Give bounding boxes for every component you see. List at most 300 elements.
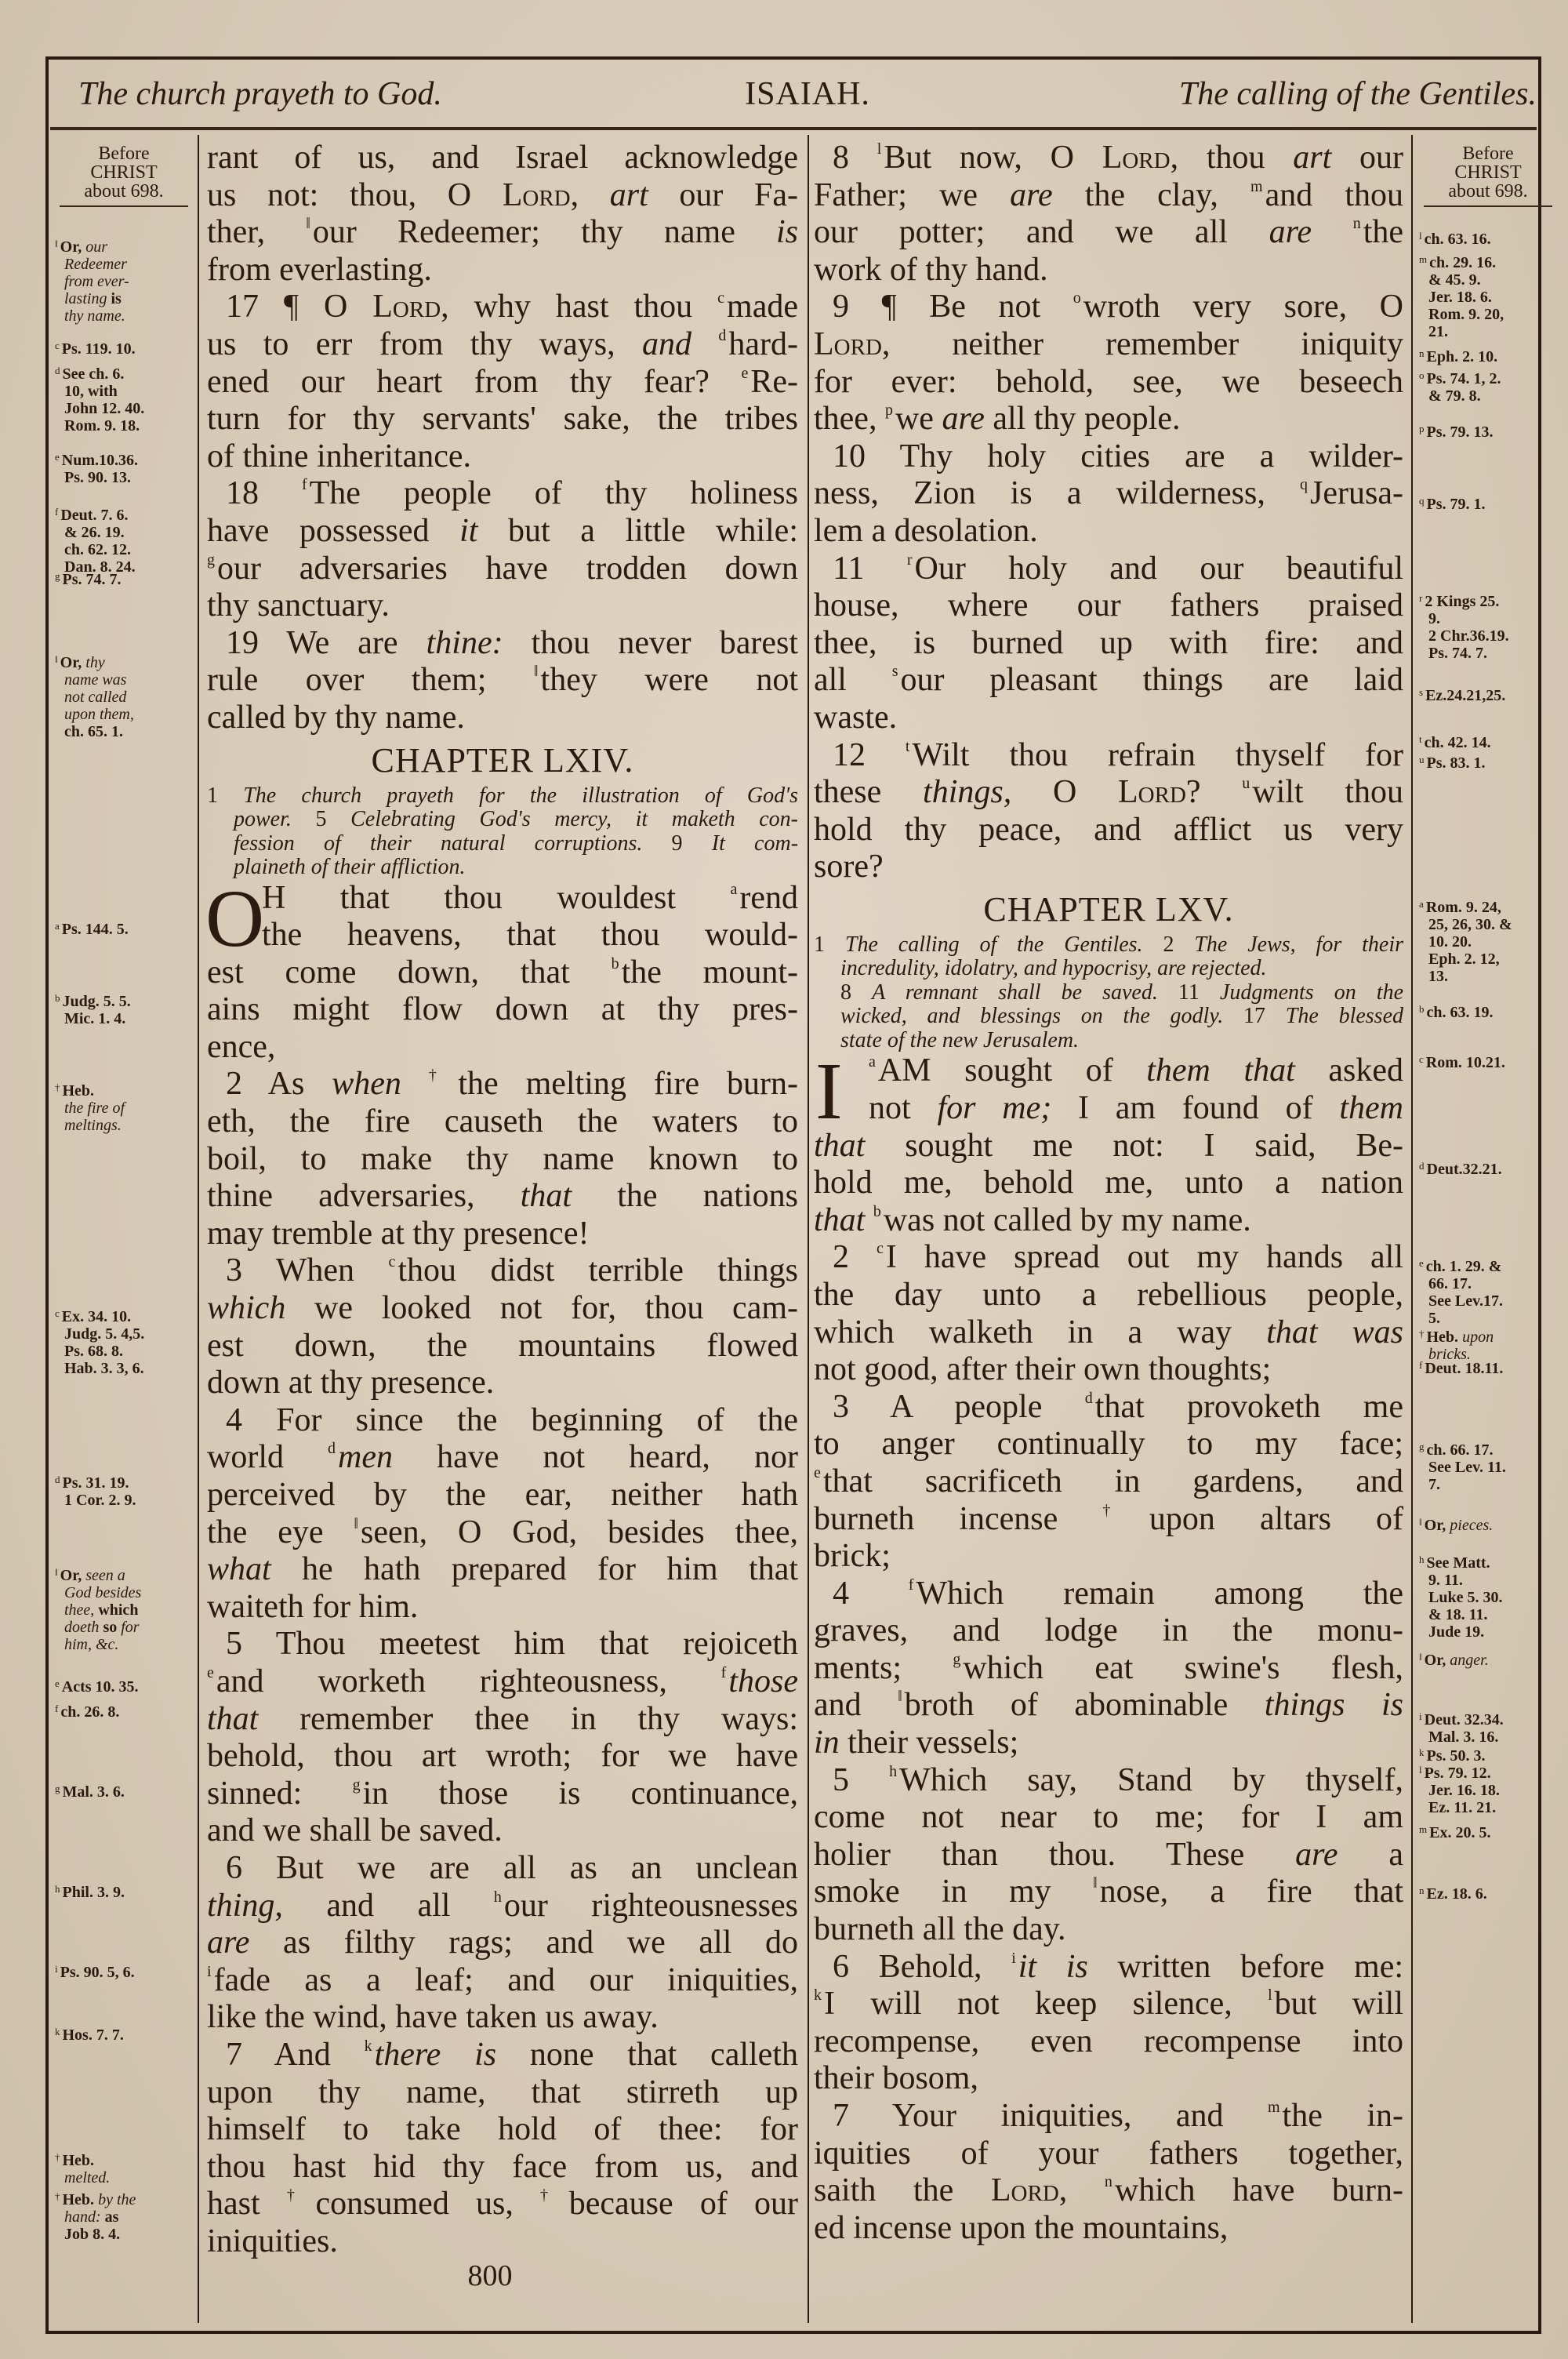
margin-note-marker: d xyxy=(1419,1160,1425,1172)
margin-note xyxy=(55,1881,190,1901)
text-run: 3 A people xyxy=(833,1388,1085,1425)
text-run: 18 xyxy=(226,475,302,512)
text-run: 17 ¶ O xyxy=(226,289,373,325)
text-run: Ez. 11. 21. xyxy=(1428,1799,1497,1816)
verse-line xyxy=(207,2149,798,2186)
text-run: 1 xyxy=(814,932,845,957)
verse-line xyxy=(207,1029,798,1067)
verse-line xyxy=(814,2098,1403,2135)
margin-note-marker: ‖ xyxy=(1419,1516,1422,1528)
text-run: our xyxy=(85,238,108,256)
text-run: for xyxy=(121,1619,140,1636)
verse-line xyxy=(814,1762,1403,1800)
summary-line xyxy=(814,933,1403,958)
text-run: behold, thou art wroth; for we have xyxy=(207,1738,798,1775)
text-run: them that xyxy=(1146,1052,1295,1089)
margin-note-line xyxy=(55,337,190,358)
text-run: The Jews, for their xyxy=(1194,932,1404,957)
verse-line xyxy=(814,1239,1403,1277)
text-run: that xyxy=(814,1127,866,1164)
margin-note-marker: ‖ xyxy=(55,653,58,665)
verse-line xyxy=(814,140,1403,177)
footnote-marker: ‖ xyxy=(306,215,310,233)
verse-line xyxy=(207,1477,798,1514)
text-run: ch. 1. 29. & xyxy=(1425,1258,1502,1275)
verse-line xyxy=(207,2037,798,2074)
margin-heading-line: CHRIST xyxy=(90,162,158,183)
margin-note xyxy=(1419,1821,1554,1841)
margin-note-line xyxy=(55,1780,190,1801)
text-run: Heb. xyxy=(1426,1329,1463,1346)
text-run: the fire of xyxy=(64,1100,125,1117)
verse-line xyxy=(207,1402,798,1440)
text-run: Dan. 8. 24. xyxy=(64,558,136,576)
text-run: as filthy rags; and we all do xyxy=(249,1925,798,1961)
text-run: AM sought of xyxy=(877,1052,1147,1089)
text-run: because of our xyxy=(568,2186,798,2223)
text-run: to anger continually to my face; xyxy=(814,1426,1403,1463)
text-run: and xyxy=(814,1687,898,1724)
margin-note xyxy=(55,1079,190,1134)
verse-line xyxy=(814,1911,1403,1949)
text-run: and all xyxy=(282,1887,494,1924)
text-run: Or, xyxy=(60,654,86,671)
margin-note-marker: o xyxy=(1419,369,1425,381)
text-run: boil, to make thy name known to xyxy=(207,1140,798,1177)
text-run: the melting fire burn- xyxy=(458,1066,799,1103)
summary-line xyxy=(814,981,1403,1005)
margin-note xyxy=(55,449,190,486)
verse-line xyxy=(814,475,1403,513)
margin-note-marker: d xyxy=(55,365,60,376)
footnote-marker: o xyxy=(1073,289,1081,307)
verse-line xyxy=(207,214,798,252)
text-run: he hath prepared for him that xyxy=(270,1551,798,1588)
text-run: and xyxy=(642,325,691,362)
text-run: ? xyxy=(1185,774,1243,811)
text-run: Deut.32.21. xyxy=(1426,1161,1502,1178)
footnote-marker: a xyxy=(730,880,738,898)
text-run: est come down, that xyxy=(207,954,612,990)
text-run: for me; xyxy=(937,1089,1052,1126)
margin-note-line xyxy=(55,469,190,486)
verse-line xyxy=(207,587,798,625)
margin-note-marker: c xyxy=(55,1307,60,1319)
margin-note-marker: n xyxy=(1419,347,1425,359)
text-run: which have burn- xyxy=(1114,2172,1404,2209)
verse-line xyxy=(207,1962,798,2000)
footnote-marker: e xyxy=(741,364,749,382)
verse-line xyxy=(814,1090,1403,1128)
text-run: Hab. 3. 3, 6. xyxy=(64,1360,144,1377)
text-run: 5 Thou meetest him that rejoiceth xyxy=(226,1626,798,1663)
text-run: O xyxy=(1011,774,1118,811)
margin-note-line xyxy=(1419,1310,1554,1327)
footnote-marker: † xyxy=(1102,1501,1147,1519)
verse-line xyxy=(814,177,1403,215)
margin-note-line xyxy=(1419,1821,1554,1841)
margin-note-line xyxy=(1419,590,1554,610)
verse-line xyxy=(207,513,798,551)
margin-note-line xyxy=(1419,1275,1554,1292)
text-run: when xyxy=(332,1066,401,1103)
text-run: est down, the mountains flowed xyxy=(207,1327,798,1364)
text-run: John 12. 40. xyxy=(64,400,145,417)
text-run: our xyxy=(1331,140,1403,176)
text-run: 17 xyxy=(1243,1004,1286,1029)
text-run: 4 For since the beginning of the xyxy=(226,1401,798,1438)
right-margin-references xyxy=(1419,144,1557,2324)
text-run: we looked not for, thou cam- xyxy=(285,1290,798,1327)
margin-note-line xyxy=(1419,227,1554,248)
verse-line xyxy=(814,1501,1403,1539)
verse-line xyxy=(207,1925,798,1962)
margin-note-line xyxy=(55,2208,190,2226)
footnote-marker: p xyxy=(884,402,893,420)
margin-note xyxy=(55,990,190,1027)
text-run: and we shall be saved. xyxy=(207,1812,503,1849)
margin-note-marker: † xyxy=(55,2190,60,2202)
text-run: upon altars of xyxy=(1149,1500,1403,1537)
text-run: , xyxy=(1058,2172,1105,2209)
verse-line xyxy=(207,2186,798,2223)
margin-note-line xyxy=(55,290,190,307)
text-run: & 79. 8. xyxy=(1428,387,1481,405)
text-run: all thy people. xyxy=(984,401,1181,438)
text-run: wicked, and blessings on the godly. xyxy=(840,1004,1243,1029)
text-run: 6 Behold, xyxy=(833,1948,1012,1985)
text-run: things is xyxy=(1264,1687,1403,1724)
margin-note-line xyxy=(1419,420,1554,441)
verse-line xyxy=(814,1612,1403,1650)
footnote-marker: h xyxy=(493,1888,502,1906)
margin-note xyxy=(1419,684,1554,704)
margin-note-line xyxy=(1419,1572,1554,1589)
margin-note-line xyxy=(1419,1623,1554,1641)
footnote-marker: u xyxy=(1242,775,1250,793)
margin-note xyxy=(55,2149,190,2186)
text-run: Deut. 32.34. xyxy=(1424,1711,1504,1728)
margin-heading-line: Before xyxy=(1462,144,1514,164)
text-run: their vessels; xyxy=(839,1725,1019,1761)
margin-note-line xyxy=(55,706,190,723)
margin-note-marker: s xyxy=(1419,686,1424,698)
text-run: Lord xyxy=(814,325,882,362)
text-run: The people of thy holiness xyxy=(309,475,798,512)
text-run: not called xyxy=(64,689,127,706)
text-run: 9 ¶ Be not xyxy=(833,289,1073,325)
verse-line xyxy=(814,1837,1403,1874)
text-run: burneth all the day. xyxy=(814,1911,1066,1948)
text-run: from ever- xyxy=(64,273,129,290)
footnote-marker: i xyxy=(207,1962,212,1980)
text-run: 3 When xyxy=(226,1252,389,1289)
text-run: 6 But we are all as an unclean xyxy=(226,1849,798,1886)
text-run: Ps. 144. 5. xyxy=(61,921,129,938)
margin-note xyxy=(55,1780,190,1801)
text-run: 66. 17. xyxy=(1428,1275,1472,1292)
text-run: seen a xyxy=(85,1567,125,1584)
margin-note-marker: † xyxy=(1419,1328,1425,1339)
chapter-lxv-summary xyxy=(814,933,1403,1053)
column-rule-center xyxy=(808,135,809,2323)
margin-note-line xyxy=(1419,367,1554,387)
text-run: Ps. 90. 5, 6. xyxy=(60,1964,135,1981)
text-run: ened our heart from thy fear? xyxy=(207,363,742,400)
footnote-marker: s xyxy=(891,663,898,681)
text-run: us not: thou, O xyxy=(207,176,503,213)
margin-note xyxy=(55,568,190,588)
margin-note-line xyxy=(1419,1051,1554,1071)
text-run: thine adversaries, xyxy=(207,1178,521,1215)
text-run: recompense, even recompense into xyxy=(814,2023,1403,2059)
margin-note-line xyxy=(1419,1459,1554,1476)
text-run: art xyxy=(609,176,648,213)
text-run xyxy=(401,1066,429,1102)
margin-note xyxy=(1419,1514,1554,1534)
verse-line xyxy=(814,625,1403,663)
text-run: 13. xyxy=(1428,968,1448,985)
verse-line xyxy=(814,1687,1403,1725)
text-run: Ps. 50. 3. xyxy=(1426,1747,1486,1765)
footnote-marker: l xyxy=(1268,1986,1272,2005)
text-run xyxy=(691,326,718,362)
text-run: these xyxy=(814,774,924,811)
text-run: Which remain among the xyxy=(916,1575,1404,1612)
footnote-marker: l xyxy=(877,140,882,158)
margin-note-line xyxy=(1419,306,1554,323)
margin-note-line xyxy=(1419,645,1554,662)
verse-line xyxy=(814,513,1403,551)
verse-line xyxy=(814,849,1403,886)
verse-line xyxy=(207,1066,798,1103)
text-run: Acts 10. 35. xyxy=(61,1678,139,1696)
margin-note xyxy=(55,651,190,740)
text-run: 10, with xyxy=(64,383,118,400)
margin-note xyxy=(1419,1882,1554,1903)
text-run: But now, O xyxy=(884,140,1102,176)
text-run: the clay, xyxy=(1052,176,1250,213)
verse-line xyxy=(207,2074,798,2112)
margin-note-marker: a xyxy=(55,920,60,932)
verse-line xyxy=(207,252,798,289)
verse-line xyxy=(814,2210,1403,2248)
margin-note-line xyxy=(55,1564,190,1584)
text-run: lem a desolation. xyxy=(814,512,1038,549)
text-run: ch. 62. 12. xyxy=(64,541,131,558)
verse-line xyxy=(207,140,798,177)
margin-date-heading xyxy=(55,144,193,201)
margin-note-line xyxy=(1419,1551,1554,1572)
verse-line xyxy=(207,1514,798,1552)
summary-line xyxy=(207,784,798,809)
margin-note-line xyxy=(55,689,190,706)
verse-line xyxy=(207,1216,798,1253)
text-run: Eph. 2. 12, xyxy=(1428,951,1500,968)
margin-note xyxy=(55,1700,190,1721)
text-run: that xyxy=(207,1700,259,1737)
text-run: thy name. xyxy=(64,307,125,325)
text-run: which walketh in a way xyxy=(814,1314,1267,1350)
margin-note xyxy=(1419,731,1554,751)
verse-line xyxy=(814,1314,1403,1352)
margin-note-marker: k xyxy=(55,2026,60,2037)
text-run: 10. 20. xyxy=(1428,933,1472,951)
text-run: our pleasant things are laid xyxy=(900,662,1403,699)
text-run: God besides xyxy=(64,1584,142,1601)
text-run: Ps. 68. 8. xyxy=(64,1343,123,1360)
text-run: A remnant shall be saved. xyxy=(872,980,1178,1005)
margin-heading-line: CHRIST xyxy=(1454,162,1522,183)
text-run: what xyxy=(207,1551,271,1588)
verse-line xyxy=(207,1589,798,1627)
text-run: have not heard, nor xyxy=(393,1439,798,1476)
text-run: the in- xyxy=(1282,2098,1404,2134)
text-run: that provoketh me xyxy=(1094,1388,1403,1425)
text-run: rend xyxy=(739,879,798,916)
footnote-marker: h xyxy=(889,1762,898,1780)
margin-note-line xyxy=(1419,1292,1554,1310)
margin-note-marker: † xyxy=(55,1081,60,1093)
verse-line xyxy=(814,401,1403,438)
chapter-lxiv-summary xyxy=(207,784,798,880)
text-run: thou didst terrible things xyxy=(397,1252,798,1289)
footnote-marker: d xyxy=(718,326,727,344)
text-run: the day unto a rebellious people, xyxy=(814,1276,1403,1313)
text-run: that xyxy=(520,1178,572,1215)
text-run: Mal. 3. 6. xyxy=(62,1783,125,1801)
margin-note-marker: f xyxy=(1419,1359,1423,1371)
text-run: come not near to me; for I am xyxy=(814,1799,1403,1836)
text-run: Judg. 5. 4,5. xyxy=(64,1325,145,1343)
margin-note-marker: h xyxy=(1419,1554,1425,1565)
text-run: not xyxy=(869,1089,938,1126)
text-run: ch. 65. 1. xyxy=(64,723,123,740)
text-run: have possessed xyxy=(207,512,460,549)
footnote-marker: ‖ xyxy=(533,663,539,681)
verse-line xyxy=(207,438,798,476)
verse-line xyxy=(814,2172,1403,2210)
margin-note-marker: k xyxy=(1419,1747,1425,1758)
text-run: iniquities. xyxy=(207,2223,338,2259)
text-run: our potter; and we all xyxy=(814,214,1269,251)
margin-note-marker: g xyxy=(1419,1441,1425,1452)
margin-note-line xyxy=(1419,1761,1554,1782)
margin-note-marker: i xyxy=(1419,1710,1422,1722)
text-run: 10 Thy holy cities are a wilder- xyxy=(833,438,1403,474)
text-run: us to err from thy ways, xyxy=(207,325,642,362)
text-run: work of thy hand. xyxy=(814,251,1048,288)
margin-note-line xyxy=(55,671,190,689)
footnote-marker: b xyxy=(611,954,619,972)
text-run: all xyxy=(814,662,892,699)
verse-line xyxy=(207,1626,798,1663)
text-run: the nations xyxy=(572,1178,798,1215)
margin-note-marker: a xyxy=(1419,898,1424,910)
summary-line xyxy=(814,957,1403,981)
text-run: ains might flow down at thy pres- xyxy=(207,991,798,1028)
text-run: by the xyxy=(98,2191,136,2208)
text-run: broth of abominable xyxy=(904,1687,1265,1724)
verse-line xyxy=(207,177,798,215)
header-right-topic: The calling of the Gentiles. xyxy=(1178,76,1537,112)
margin-note xyxy=(55,1675,190,1696)
text-run: as xyxy=(100,2208,119,2226)
verse-line xyxy=(814,812,1403,849)
text-run: fession of their natural corruptions. xyxy=(234,831,672,856)
text-run: none that calleth xyxy=(496,2036,798,2073)
margin-note-marker: b xyxy=(1419,1003,1425,1015)
text-run: Ps. 119. 10. xyxy=(61,340,136,358)
text-run: Mic. 1. 4. xyxy=(64,1010,126,1027)
text-run: 8 xyxy=(833,140,877,176)
text-run: wroth very sore, O xyxy=(1083,289,1404,325)
margin-note xyxy=(1419,493,1554,513)
text-run: & 26. 19. xyxy=(64,524,125,541)
text-run: sinned: xyxy=(207,1775,353,1812)
text-run: so xyxy=(99,1619,122,1636)
verse-line xyxy=(207,1178,798,1216)
verse-line xyxy=(207,1551,798,1589)
verse-line xyxy=(207,475,798,513)
margin-note-line xyxy=(55,2226,190,2243)
text-run: house, where our fathers praised xyxy=(814,587,1403,624)
footnote-marker: c xyxy=(717,289,725,307)
verse-line xyxy=(814,551,1403,588)
text-run: Ps. 79. 13. xyxy=(1426,423,1494,441)
text-run: pieces. xyxy=(1450,1517,1494,1534)
text-run: them xyxy=(1339,1089,1403,1126)
verse-line xyxy=(814,1986,1403,2023)
text-run: See ch. 6. xyxy=(62,365,125,383)
margin-note xyxy=(55,503,190,576)
text-run: & 45. 9. xyxy=(1428,271,1481,289)
text-run: , thou xyxy=(1170,140,1294,176)
text-run: Lord xyxy=(990,2172,1059,2209)
margin-note-line xyxy=(55,2023,190,2044)
text-run: Ps. 79. 12. xyxy=(1424,1765,1491,1782)
text-run: Or, xyxy=(60,1567,86,1584)
chapter-lxiv-text xyxy=(205,873,799,2261)
text-run: It com- xyxy=(711,831,799,856)
chapter-64-continuation xyxy=(814,140,1403,886)
text-run: , xyxy=(570,176,610,213)
text-run: thou hast hid thy face from us, and xyxy=(207,2148,798,2185)
margin-note-marker: i xyxy=(55,1963,58,1975)
footnote-marker: f xyxy=(908,1576,914,1594)
text-run: not good, after their own thoughts; xyxy=(814,1351,1272,1388)
text-run: Lord xyxy=(372,289,441,325)
verse-line xyxy=(207,401,798,438)
text-run: upon them, xyxy=(64,706,134,723)
margin-note xyxy=(1419,420,1554,441)
margin-note xyxy=(1419,1255,1554,1327)
text-run: hold me, behold me, unto a nation xyxy=(814,1165,1403,1201)
text-run: hand: xyxy=(64,2208,101,2226)
text-run: 2 As xyxy=(226,1066,332,1103)
verse-line xyxy=(207,1252,798,1290)
text-run: See Lev.17. xyxy=(1428,1292,1503,1310)
text-run: and worketh righteousness, xyxy=(216,1663,721,1699)
margin-note-marker: l xyxy=(1419,1764,1422,1776)
text-run: 5 xyxy=(315,807,351,831)
text-run: nose, a fire that xyxy=(1099,1874,1404,1910)
verse-line xyxy=(814,737,1403,775)
margin-note xyxy=(55,1564,190,1653)
margin-note-marker: u xyxy=(1419,754,1425,765)
text-run: 9 xyxy=(671,831,712,856)
verse-line xyxy=(207,880,798,918)
